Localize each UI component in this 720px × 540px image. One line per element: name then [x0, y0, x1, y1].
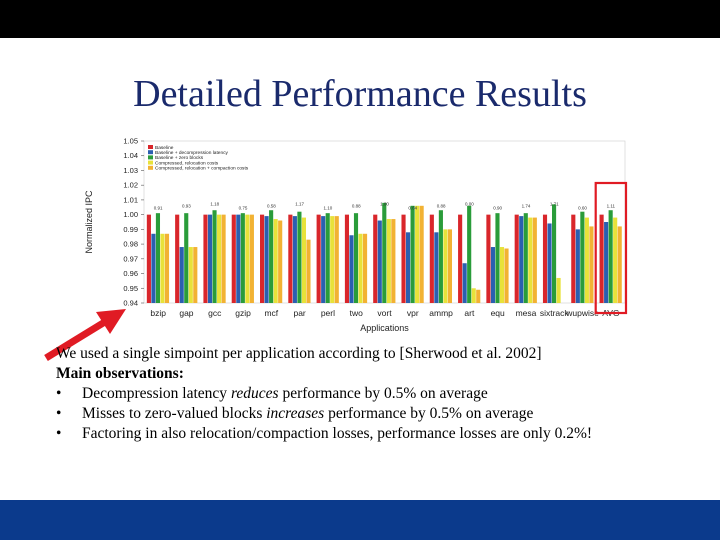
- x-tick-label: mesa: [515, 308, 537, 318]
- y-tick-label: 0.94: [123, 298, 138, 308]
- y-tick-label: 0.96: [123, 269, 138, 279]
- x-tick-label: gcc: [208, 308, 222, 318]
- y-tick-label: 0.99: [123, 224, 138, 234]
- x-tick-label: gap: [179, 308, 194, 318]
- bar: [415, 206, 419, 303]
- data-label: 0.91: [153, 205, 163, 211]
- y-tick-label: 1.01: [123, 195, 138, 205]
- bar: [349, 235, 353, 303]
- observations-heading: Main observations:: [56, 365, 184, 382]
- bar: [193, 247, 197, 303]
- y-tick-label: 1.02: [123, 180, 138, 190]
- bar: [165, 234, 169, 303]
- bar: [543, 215, 547, 303]
- bar: [443, 229, 447, 303]
- x-tick-label: mcf: [264, 308, 279, 318]
- bar: [345, 215, 349, 303]
- data-label: 0.58: [266, 203, 276, 209]
- bar: [500, 247, 504, 303]
- bar: [547, 223, 551, 303]
- x-axis-label: Applications: [360, 323, 409, 333]
- bar: [600, 215, 604, 303]
- bar: [269, 210, 273, 303]
- bar: [406, 232, 410, 303]
- bar: [317, 215, 321, 303]
- data-label: 1.11: [606, 203, 616, 209]
- y-tick-label: 0.97: [123, 254, 138, 264]
- y-tick-label: 1.03: [123, 165, 138, 175]
- bar: [434, 232, 438, 303]
- data-label: 0.88: [436, 203, 446, 209]
- bar: [241, 213, 245, 303]
- bar: [495, 213, 499, 303]
- bar: [335, 216, 339, 303]
- legend-label: Baseline + zero blocks: [155, 156, 204, 162]
- data-label: 0.00: [464, 201, 474, 207]
- bar: [467, 206, 471, 303]
- y-tick-label: 1.00: [123, 210, 138, 220]
- observation-1: [56, 384, 706, 404]
- bar: [533, 218, 537, 303]
- x-tick-label: sixtrack: [539, 308, 569, 318]
- observation-1-emphasis: reduces: [230, 385, 279, 402]
- bar: [354, 213, 358, 303]
- bar: [491, 247, 495, 303]
- bar: [222, 215, 226, 303]
- bar: [330, 216, 334, 303]
- bar: [585, 218, 589, 303]
- slide-body: [56, 344, 706, 444]
- bar: [486, 215, 490, 303]
- bar: [175, 215, 179, 303]
- x-tick-label: vort: [377, 308, 392, 318]
- methodology-note: We used a single simpoint per application according to [Sherwood et al. 2002]: [56, 345, 542, 362]
- data-label: 1.10: [323, 205, 333, 211]
- bar: [363, 234, 367, 303]
- data-label: 1.17: [295, 201, 305, 207]
- x-tick-label: gzip: [235, 308, 251, 318]
- data-label: 1.00: [380, 201, 389, 207]
- bar: [203, 215, 207, 303]
- bar: [160, 234, 164, 303]
- bar: [430, 215, 434, 303]
- bullet-glyph: •: [56, 385, 62, 402]
- bar: [208, 215, 212, 303]
- observation-3: [56, 424, 706, 444]
- legend-swatch: [148, 161, 153, 165]
- x-tick-label: bzip: [150, 308, 166, 318]
- bar: [278, 221, 282, 303]
- bar: [439, 210, 443, 303]
- bar: [236, 215, 240, 303]
- x-tick-label: vpr: [406, 308, 419, 318]
- bar: [463, 263, 467, 303]
- data-label: 1.74: [521, 203, 531, 209]
- x-tick-label: art: [464, 308, 475, 318]
- bar: [589, 226, 593, 303]
- legend-swatch: [148, 155, 153, 159]
- bar: [306, 240, 310, 303]
- bar: [472, 288, 476, 303]
- bar: [580, 212, 584, 303]
- bar: [504, 249, 508, 303]
- data-label: 0.88: [351, 203, 361, 209]
- bar: [297, 212, 301, 303]
- bar: [245, 215, 249, 303]
- y-axis-label: Normalized IPC: [84, 190, 94, 254]
- data-label: 0.93: [182, 203, 191, 209]
- x-tick-label: equ: [490, 308, 505, 318]
- x-tick-label: wupwise: [566, 308, 599, 318]
- bar: [604, 222, 608, 303]
- bar: [382, 203, 386, 303]
- x-tick-label: AVG: [602, 308, 620, 318]
- legend-label: Compressed, relocation + compaction costs: [155, 166, 249, 172]
- observation-1-tail: performance by 0.5% on average: [278, 385, 488, 402]
- bar: [613, 218, 617, 303]
- bar: [288, 215, 292, 303]
- bar: [321, 216, 325, 303]
- bar: [557, 278, 561, 303]
- bar: [260, 215, 264, 303]
- bar: [571, 215, 575, 303]
- bullet-glyph: •: [56, 425, 62, 442]
- header-bar: [0, 0, 720, 38]
- bar: [391, 219, 395, 303]
- bar: [618, 226, 622, 303]
- data-label: 0.60: [578, 205, 587, 211]
- bar: [265, 216, 269, 303]
- observation-2: [56, 404, 706, 424]
- x-tick-label: perl: [320, 308, 336, 318]
- bar: [420, 206, 424, 303]
- bar: [373, 215, 377, 303]
- bar: [274, 219, 278, 303]
- bar: [411, 206, 415, 303]
- bar: [180, 247, 184, 303]
- bar: [326, 213, 330, 303]
- bar: [217, 215, 221, 303]
- x-tick-label: ammp: [429, 308, 453, 318]
- bar: [515, 215, 519, 303]
- bar: [519, 216, 523, 303]
- x-tick-label: par: [293, 308, 306, 318]
- data-label: 0.90: [493, 205, 503, 211]
- bar: [358, 234, 362, 303]
- data-label: 0.75: [238, 205, 248, 211]
- bar: [576, 229, 580, 303]
- bar: [212, 210, 216, 303]
- bar: [552, 204, 556, 303]
- legend-swatch: [148, 166, 153, 170]
- legend-label: Compressed, relocation costs: [155, 161, 219, 167]
- bar: [184, 213, 188, 303]
- legend-label: Baseline + decompression latency: [155, 151, 228, 156]
- bar: [378, 221, 382, 303]
- bar: [302, 218, 306, 303]
- y-tick-label: 0.98: [123, 239, 138, 249]
- y-tick-label: 0.95: [123, 283, 138, 293]
- observation-2-tail: performance by 0.5% on average: [324, 405, 534, 422]
- bar: [448, 229, 452, 303]
- bar: [528, 218, 532, 303]
- bullet-glyph: •: [56, 405, 62, 422]
- bar: [387, 219, 391, 303]
- observation-1-text: Decompression latency: [82, 385, 231, 402]
- bar: [458, 215, 462, 303]
- bar: [250, 215, 254, 303]
- y-tick-label: 1.04: [123, 151, 138, 161]
- bar: [401, 215, 405, 303]
- footer-bar: [0, 500, 720, 540]
- bar: [524, 213, 528, 303]
- legend-label: Baseline: [155, 145, 174, 151]
- bar: [147, 215, 151, 303]
- data-label: 1.18: [210, 201, 220, 207]
- legend-swatch: [148, 150, 153, 154]
- data-label: 0.64: [408, 205, 418, 211]
- data-label: 1.71: [549, 201, 559, 207]
- observation-3-text: Factoring in also relocation/compaction losses, performance losses are only 0.2%!: [82, 425, 593, 442]
- legend-swatch: [148, 145, 153, 149]
- bar: [476, 290, 480, 303]
- performance-chart: [80, 133, 640, 338]
- x-tick-label: two: [349, 308, 363, 318]
- bar: [156, 213, 160, 303]
- bar: [232, 215, 236, 303]
- bar: [609, 210, 613, 303]
- y-tick-label: 1.05: [123, 136, 138, 146]
- slide-title: Detailed Performance Results: [133, 73, 587, 115]
- bar: [151, 234, 155, 303]
- bar: [189, 247, 193, 303]
- observation-2-emphasis: increases: [266, 405, 325, 422]
- observation-2-text: Misses to zero-valued blocks: [82, 405, 267, 422]
- bar: [293, 216, 297, 303]
